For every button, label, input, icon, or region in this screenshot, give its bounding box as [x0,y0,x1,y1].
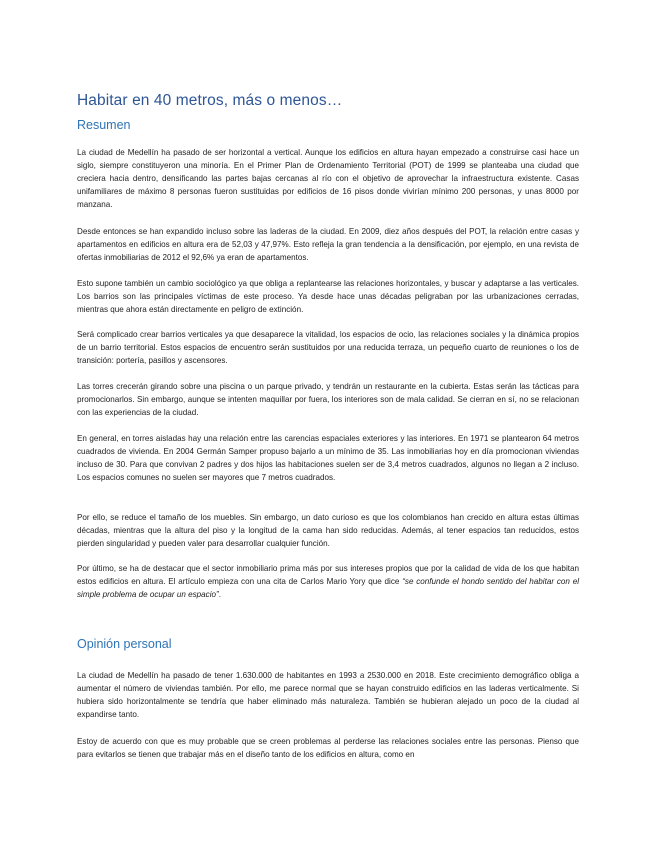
paragraph: Las torres crecerán girando sobre una piscina o un parque privado, y tendrán un restaurante en la cubierta. Estas serán las tácticas para promocionarlos. Sin embargo, aunque se intenten maquillar por fuera, los interiores son de mala calidad. Se cierran en sí, no se relacionan con las experiencias de la ciudad. [77,382,579,417]
paragraph: Será complicado crear barrios verticales ya que desaparece la vitalidad, los espacios de ocio, las relaciones sociales y la dinámica propios de un barrio territorial. Estos espacios de encuentro serán sustituidos por una reducida terraza, un pequeño cuarto de reuniones o los de transición: portería, pasillos y ascensores. [77,330,579,365]
quote-text: “se confunde el hondo sentido del habitar con el simple problema de ocupar un espacio” [77,577,580,599]
paragraph: Por ello, se reduce el tamaño de los muebles. Sin embargo, un dato curioso es que los colombianos han crecido en altura estas últimas décadas, mientras que la altura del piso y la longitud de la cama han sido reducidas. Además, al tener espacios tan reducidos, estos pierden singularidad y pueden valer para desarrollar cualquier función. [77,513,579,548]
paragraph: La ciudad de Medellín ha pasado de ser horizontal a vertical. Aunque los edificios en altura hayan empezado a construirse casi hace un siglo, siempre constituyeron una minoría. En el Primer Plan de Ordenamiento Territorial (POT) de 1999 se planteaba una ciudad que creciera hacia dentro, densificando las partes bajas cercanas al río con el objetivo de aprovechar la infraestructura existente. Casas unifamiliares de máximo 8 personas fueron sustituidas por edificios de 16 pisos donde vivirían mínimo 200 personas, y unas 8000 por manzana. [77,148,579,209]
paragraph: La ciudad de Medellín ha pasado de tener 1.630.000 de habitantes en 1993 a 2530.000 en 2018. Este crecimiento demográfico obliga a aumentar el número de viviendas también. Por ello, me parece normal que se hayan construido edificios en las laderas verticalmente. Si hubiera sido horizontalmente se tendría que haber eliminado más naturaleza. También se hubieran alejado un poco de la ciudad al expandirse tanto. [77,671,579,719]
document-title: Habitar en 40 metros, más o menos… [77,92,343,109]
paragraph-tail: . [218,590,221,599]
paragraph-text: Por último, se ha de destacar que el sector inmobiliario prima más por sus intereses propios que por la calidad de vida de los que habitan estos edificios en altura. El artículo empieza con una cita de Carlos Mario Yory que dice [77,564,579,586]
paragraph: En general, en torres aisladas hay una relación entre las carencias espaciales exteriores y las interiores. En 1971 se plantearon 64 metros cuadrados de vivienda. En 2004 Germán Samper propuso bajarlo a un mínimo de 35. Las inmobiliarias hoy en día promocionan viviendas incluso de 30. Para que convivan 2 padres y dos hijos las habitaciones suelen ser de 3,4 metros cuadrados, algunos no llegan a 2 incluso. Los espacios comunes no suelen ser mayores que 7 metros cuadrados. [77,434,579,482]
section-heading-resumen: Resumen [77,118,131,132]
paragraph-with-quote [77,562,579,601]
paragraph: Estoy de acuerdo con que es muy probable que se creen problemas al perderse las relaciones sociales entre las personas. Pienso que para evitarlos se tienen que trabajar más en el diseño tanto de los edificios en altura, como en [77,737,579,759]
section-heading-opinion: Opinión personal [77,637,172,651]
paragraph: Esto supone también un cambio sociológico ya que obliga a replantearse las relaciones horizontales, y buscar y adaptarse a las verticales. Los barrios son las principales víctimas de este proceso. Ya desde hace unas décadas peligraban por las urbanizaciones cerradas, mientras que ahora están directamente en peligro de extinción. [77,279,579,314]
paragraph: Desde entonces se han expandido incluso sobre las laderas de la ciudad. En 2009, diez años después del POT, la relación entre casas y apartamentos en edificios en altura era de 52,03 y 47,97%. Esto refleja la gran tendencia a la densificación, por ejemplo, en una revista de ofertas inmobiliarias de 2012 el 92,6% ya eran de apartamentos. [77,227,579,262]
